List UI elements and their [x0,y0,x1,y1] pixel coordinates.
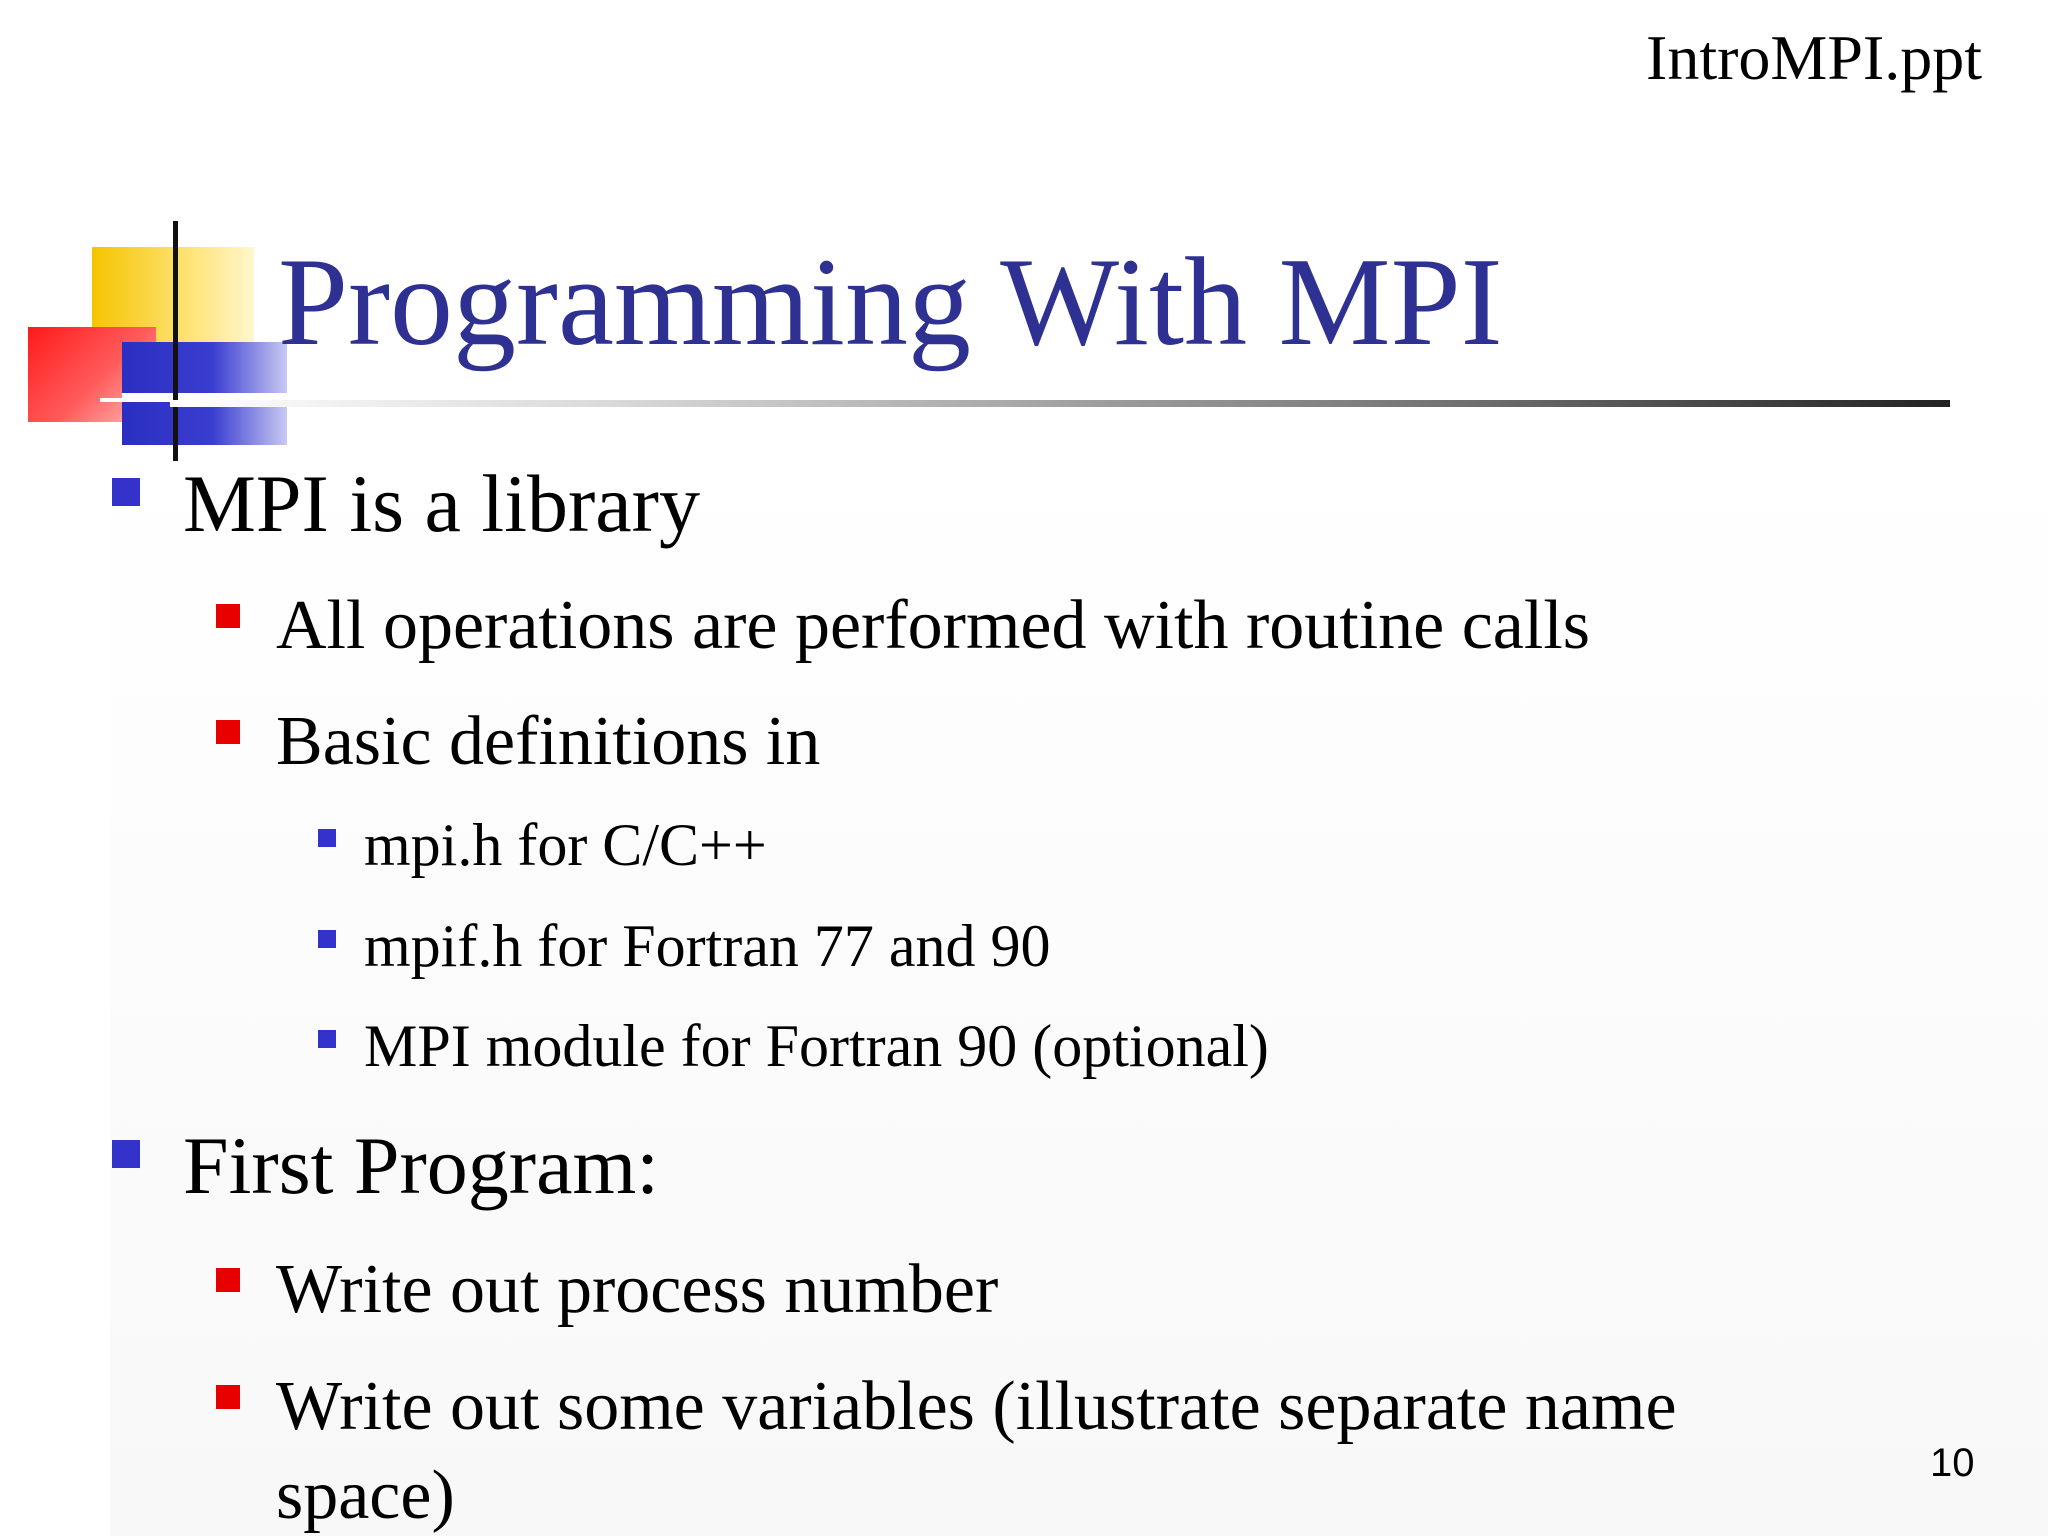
bullet-level2: All operations are performed with routine calls [276,587,1591,664]
bullet-level3: mpi.h for C/C++ [364,812,767,878]
decoration-vertical-line [173,221,178,461]
bullet-marker-level2 [216,1268,240,1292]
bullet-marker-level1 [112,478,140,506]
file-name-header: IntroMPI.ppt [1646,22,1982,93]
bullet-level2-continuation: space) [276,1457,455,1534]
bullet-level3: MPI module for Fortran 90 (optional) [364,1013,1269,1079]
bullet-level1: First Program: [183,1120,660,1211]
slide-title: Programming With MPI [278,233,1503,372]
bullet-level3: mpif.h for Fortran 77 and 90 [364,913,1051,979]
bullet-marker-level2 [216,604,240,628]
bullet-level1: MPI is a library [183,458,700,549]
decoration-horizontal-line [100,398,170,402]
page-number: 10 [1930,1441,1975,1485]
bullet-level2: Write out some variables (illustrate separate name [276,1368,1677,1445]
bullet-level2: Basic definitions in [276,703,821,780]
bullet-marker-level3 [318,1030,336,1048]
bullet-marker-level2 [216,720,240,744]
bullet-marker-level1 [112,1140,140,1168]
bullet-marker-level3 [318,829,336,847]
bullet-marker-level3 [318,930,336,948]
title-underline-rule [170,400,1950,407]
bullet-marker-level2 [216,1385,240,1409]
bullet-level2: Write out process number [276,1251,999,1328]
